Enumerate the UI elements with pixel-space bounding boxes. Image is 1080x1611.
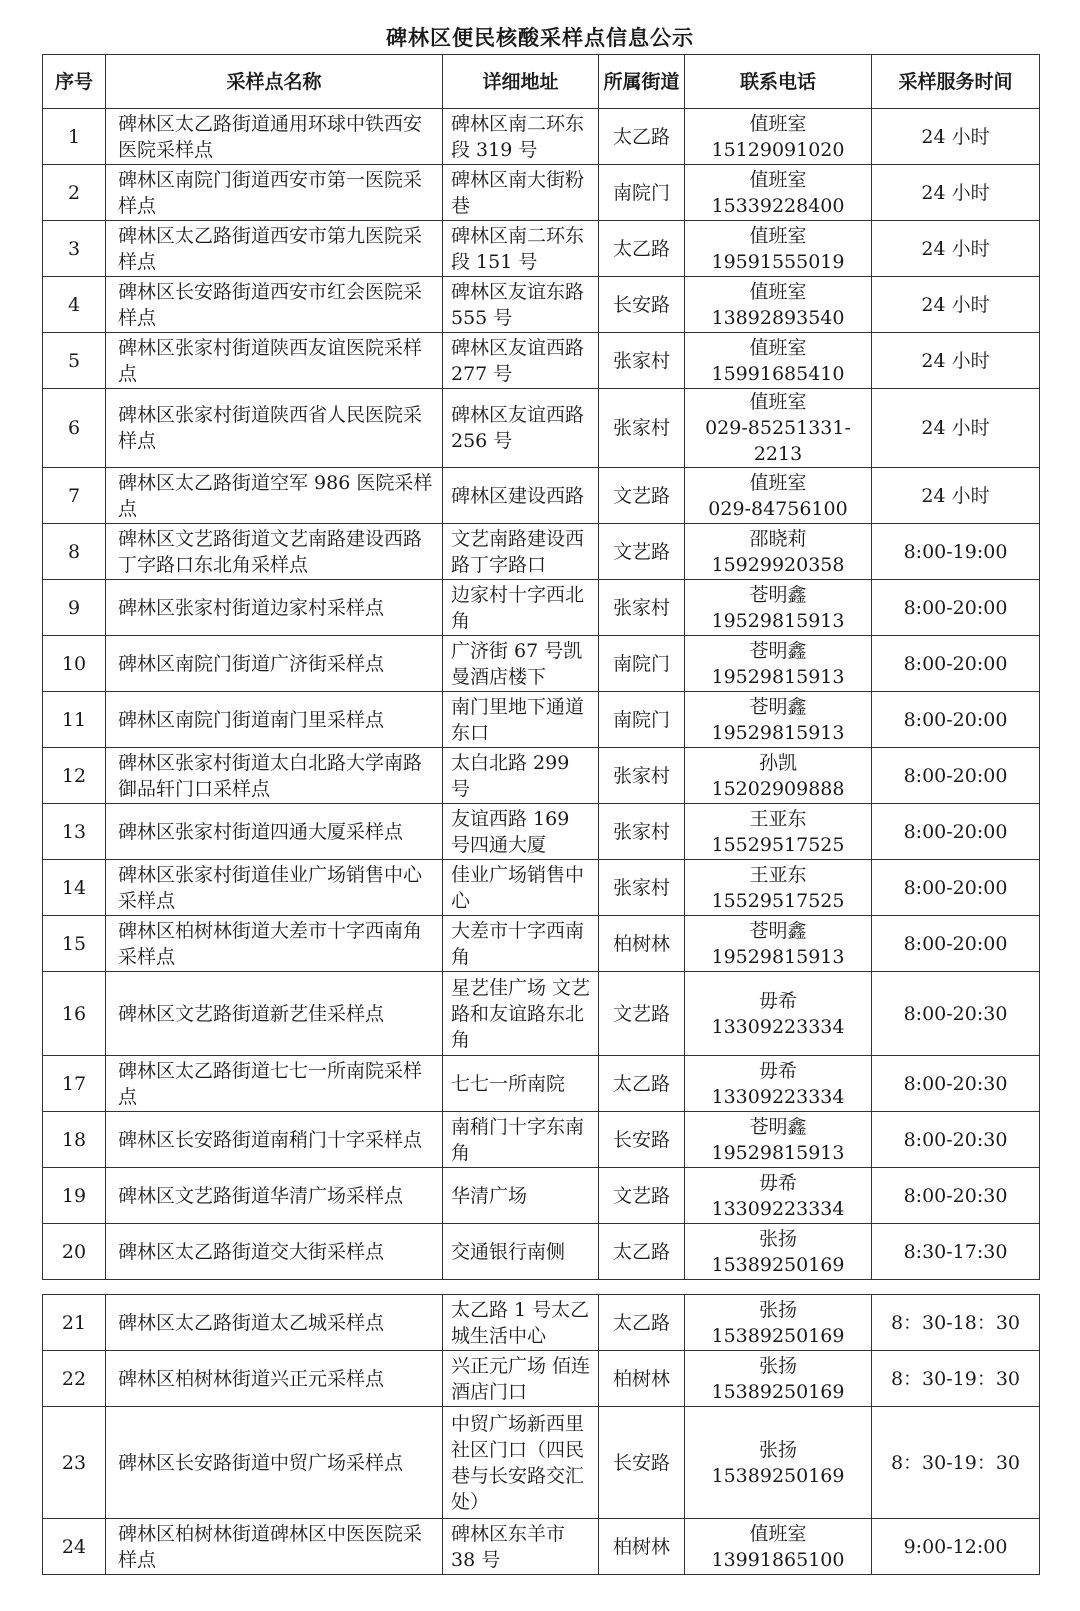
phone-cell — [685, 916, 872, 972]
hours-cell: 8：30-19：30 — [872, 1407, 1040, 1519]
table-row — [43, 1351, 1040, 1407]
site-name-cell: 碑林区柏树林街道大差市十字西南角采样点 — [106, 916, 443, 972]
contact-name: 孙凯 — [758, 751, 797, 774]
address-cell: 碑林区友谊西路 277 号 — [443, 333, 599, 389]
hours-cell: 24 小时 — [872, 468, 1040, 524]
table-row — [43, 1224, 1040, 1280]
phone-cell — [685, 972, 872, 1056]
site-name-cell: 碑林区张家村街道陕西友谊医院采样点 — [106, 333, 443, 389]
phone-number: 13309223334 — [711, 1015, 845, 1038]
phone-number: 19529815913 — [711, 665, 845, 688]
street-cell: 太乙路 — [599, 221, 685, 277]
phone-cell — [685, 389, 872, 468]
table-row — [43, 277, 1040, 333]
phone-number: 15389250169 — [711, 1464, 845, 1487]
phone-cell — [685, 692, 872, 748]
contact-name: 张扬 — [758, 1438, 797, 1461]
address-cell: 文艺南路建设西路丁字路口 — [443, 524, 599, 580]
page-title: 碑林区便民核酸采样点信息公示 — [386, 26, 694, 50]
phone-number: 13991865100 — [711, 1548, 845, 1571]
table-row — [43, 333, 1040, 389]
street-cell: 柏树林 — [599, 916, 685, 972]
phone-number: 13309223334 — [711, 1197, 845, 1220]
phone-number: 13309223334 — [711, 1085, 845, 1108]
phone-cell — [685, 1519, 872, 1575]
phone-number: 13892893540 — [711, 306, 845, 329]
street-cell: 太乙路 — [599, 1295, 685, 1351]
seq-cell: 20 — [43, 1224, 106, 1280]
seq-cell: 6 — [43, 389, 106, 468]
address-cell: 交通银行南侧 — [443, 1224, 599, 1280]
contact-name: 值班室 — [749, 1522, 807, 1545]
seq-cell: 12 — [43, 748, 106, 804]
hours-cell: 8:00-20:00 — [872, 692, 1040, 748]
contact-name: 苍明鑫 — [749, 695, 807, 718]
phone-cell — [685, 860, 872, 916]
phone-number: 029-85251331-2213 — [705, 417, 851, 465]
sampling-sites-table — [42, 54, 1040, 1280]
address-cell: 七七一所南院 — [443, 1056, 599, 1112]
phone-number: 15529517525 — [711, 889, 845, 912]
phone-number: 19591555019 — [711, 250, 845, 273]
hours-cell: 8：30-19：30 — [872, 1351, 1040, 1407]
phone-cell — [685, 468, 872, 524]
header-address: 详细地址 — [443, 55, 599, 109]
phone-number: 15529517525 — [711, 833, 845, 856]
site-name-cell: 碑林区太乙路街道空军 986 医院采样点 — [106, 468, 443, 524]
site-name-cell: 碑林区文艺路街道文艺南路建设西路丁字路口东北角采样点 — [106, 524, 443, 580]
contact-name: 苍明鑫 — [749, 1115, 807, 1138]
site-name-cell: 碑林区南院门街道广济街采样点 — [106, 636, 443, 692]
contact-name: 苍明鑫 — [749, 583, 807, 606]
table-row — [43, 748, 1040, 804]
contact-name: 王亚东 — [749, 863, 807, 886]
hours-cell: 24 小时 — [872, 333, 1040, 389]
seq-cell: 14 — [43, 860, 106, 916]
street-cell: 长安路 — [599, 1112, 685, 1168]
address-cell: 碑林区建设西路 — [443, 468, 599, 524]
header-seq: 序号 — [43, 55, 106, 109]
seq-cell: 2 — [43, 165, 106, 221]
seq-cell: 3 — [43, 221, 106, 277]
phone-cell — [685, 804, 872, 860]
seq-cell: 24 — [43, 1519, 106, 1575]
seq-cell: 19 — [43, 1168, 106, 1224]
street-cell: 南院门 — [599, 165, 685, 221]
table-row — [43, 1056, 1040, 1112]
address-cell: 碑林区南二环东段 151 号 — [443, 221, 599, 277]
hours-cell: 8:00-20:00 — [872, 916, 1040, 972]
hours-cell: 8:00-20:00 — [872, 636, 1040, 692]
site-name-cell: 碑林区南院门街道西安市第一医院采样点 — [106, 165, 443, 221]
street-cell: 张家村 — [599, 748, 685, 804]
seq-cell: 17 — [43, 1056, 106, 1112]
table-row — [43, 524, 1040, 580]
phone-cell — [685, 277, 872, 333]
table-row — [43, 109, 1040, 165]
contact-name: 王亚东 — [749, 807, 807, 830]
phone-cell — [685, 165, 872, 221]
phone-cell — [685, 636, 872, 692]
street-cell: 太乙路 — [599, 1056, 685, 1112]
street-cell: 文艺路 — [599, 468, 685, 524]
hours-cell: 8:00-19:00 — [872, 524, 1040, 580]
table-row — [43, 1407, 1040, 1519]
table-row — [43, 1519, 1040, 1575]
hours-cell: 24 小时 — [872, 109, 1040, 165]
contact-name: 值班室 — [749, 224, 807, 247]
phone-number: 19529815913 — [711, 609, 845, 632]
street-cell: 张家村 — [599, 333, 685, 389]
street-cell: 南院门 — [599, 692, 685, 748]
seq-cell: 8 — [43, 524, 106, 580]
contact-name: 值班室 — [749, 168, 807, 191]
site-name-cell: 碑林区太乙路街道西安市第九医院采样点 — [106, 221, 443, 277]
phone-cell — [685, 1407, 872, 1519]
site-name-cell: 碑林区张家村街道太白北路大学南路御品轩门口采样点 — [106, 748, 443, 804]
site-name-cell: 碑林区太乙路街道太乙城采样点 — [106, 1295, 443, 1351]
seq-cell: 5 — [43, 333, 106, 389]
address-cell: 中贸广场新西里社区门口（四民巷与长安路交汇处） — [443, 1407, 599, 1519]
address-cell: 南门里地下通道东口 — [443, 692, 599, 748]
address-cell: 碑林区友谊西路 256 号 — [443, 389, 599, 468]
hours-cell: 8:30-17:30 — [872, 1224, 1040, 1280]
address-cell: 碑林区南二环东段 319 号 — [443, 109, 599, 165]
header-street: 所属街道 — [599, 55, 685, 109]
contact-name: 苍明鑫 — [749, 639, 807, 662]
hours-cell: 8:00-20:00 — [872, 580, 1040, 636]
hours-cell: 24 小时 — [872, 221, 1040, 277]
seq-cell: 11 — [43, 692, 106, 748]
site-name-cell: 碑林区长安路街道南稍门十字采样点 — [106, 1112, 443, 1168]
street-cell: 太乙路 — [599, 109, 685, 165]
contact-name: 邵晓莉 — [749, 527, 807, 550]
seq-cell: 10 — [43, 636, 106, 692]
contact-name: 苍明鑫 — [749, 919, 807, 942]
site-name-cell: 碑林区张家村街道佳业广场销售中心采样点 — [106, 860, 443, 916]
site-name-cell: 碑林区太乙路街道七七一所南院采样点 — [106, 1056, 443, 1112]
seq-cell: 21 — [43, 1295, 106, 1351]
contact-name: 张扬 — [758, 1298, 797, 1321]
seq-cell: 13 — [43, 804, 106, 860]
table-header-row — [43, 55, 1040, 109]
site-name-cell: 碑林区长安路街道中贸广场采样点 — [106, 1407, 443, 1519]
table-row — [43, 972, 1040, 1056]
phone-cell — [685, 1224, 872, 1280]
site-name-cell: 碑林区张家村街道四通大厦采样点 — [106, 804, 443, 860]
hours-cell: 8:00-20:30 — [872, 1168, 1040, 1224]
seq-cell: 7 — [43, 468, 106, 524]
contact-name: 毋希 — [758, 989, 797, 1012]
street-cell: 张家村 — [599, 389, 685, 468]
address-cell: 碑林区友谊东路 555 号 — [443, 277, 599, 333]
phone-cell — [685, 109, 872, 165]
hours-cell: 8:00-20:30 — [872, 1112, 1040, 1168]
seq-cell: 4 — [43, 277, 106, 333]
address-cell: 太乙路 1 号太乙城生活中心 — [443, 1295, 599, 1351]
address-cell: 太白北路 299 号 — [443, 748, 599, 804]
hours-cell: 9:00-12:00 — [872, 1519, 1040, 1575]
address-cell: 大差市十字西南角 — [443, 916, 599, 972]
street-cell: 南院门 — [599, 636, 685, 692]
phone-cell — [685, 1168, 872, 1224]
contact-name: 值班室 — [749, 336, 807, 359]
table-row — [43, 692, 1040, 748]
table-row — [43, 468, 1040, 524]
phone-cell — [685, 1295, 872, 1351]
table-row — [43, 221, 1040, 277]
site-name-cell: 碑林区太乙路街道交大街采样点 — [106, 1224, 443, 1280]
site-name-cell: 碑林区太乙路街道通用环球中铁西安医院采样点 — [106, 109, 443, 165]
address-cell: 广济街 67 号凯曼酒店楼下 — [443, 636, 599, 692]
address-cell: 碑林区东羊市 38 号 — [443, 1519, 599, 1575]
phone-number: 19529815913 — [711, 1141, 845, 1164]
phone-number: 15389250169 — [711, 1380, 845, 1403]
phone-number: 15991685410 — [711, 362, 845, 385]
site-name-cell: 碑林区张家村街道边家村采样点 — [106, 580, 443, 636]
hours-cell: 8:00-20:00 — [872, 804, 1040, 860]
sampling-sites-table-continued — [42, 1294, 1040, 1575]
phone-cell — [685, 1056, 872, 1112]
hours-cell: 24 小时 — [872, 389, 1040, 468]
site-name-cell: 碑林区长安路街道西安市红会医院采样点 — [106, 277, 443, 333]
phone-cell — [685, 748, 872, 804]
street-cell: 文艺路 — [599, 1168, 685, 1224]
table-row — [43, 1295, 1040, 1351]
phone-number: 15202909888 — [711, 777, 845, 800]
contact-name: 张扬 — [758, 1227, 797, 1250]
address-cell: 边家村十字西北角 — [443, 580, 599, 636]
seq-cell: 15 — [43, 916, 106, 972]
phone-cell — [685, 524, 872, 580]
contact-name: 值班室 — [749, 112, 807, 135]
contact-name: 毋希 — [758, 1171, 797, 1194]
phone-number: 15129091020 — [711, 138, 845, 161]
address-cell: 星艺佳广场 文艺路和友谊路东北角 — [443, 972, 599, 1056]
table-row — [43, 389, 1040, 468]
site-name-cell: 碑林区南院门街道南门里采样点 — [106, 692, 443, 748]
table-row — [43, 636, 1040, 692]
contact-name: 张扬 — [758, 1354, 797, 1377]
address-cell: 兴正元广场 佰连酒店门口 — [443, 1351, 599, 1407]
hours-cell: 24 小时 — [872, 165, 1040, 221]
table-row — [43, 860, 1040, 916]
table-row — [43, 580, 1040, 636]
contact-name: 值班室 — [749, 391, 807, 413]
header-name: 采样点名称 — [106, 55, 443, 109]
phone-number: 15389250169 — [711, 1324, 845, 1347]
contact-name: 毋希 — [758, 1059, 797, 1082]
hours-cell: 8:00-20:00 — [872, 860, 1040, 916]
table-row — [43, 165, 1040, 221]
street-cell: 文艺路 — [599, 524, 685, 580]
contact-name: 值班室 — [749, 280, 807, 303]
table-row — [43, 1168, 1040, 1224]
phone-number: 19529815913 — [711, 945, 845, 968]
contact-name: 值班室 — [749, 471, 807, 494]
table-row — [43, 804, 1040, 860]
phone-cell — [685, 1112, 872, 1168]
site-name-cell: 碑林区张家村街道陕西省人民医院采样点 — [106, 389, 443, 468]
phone-cell — [685, 221, 872, 277]
phone-number: 029-84756100 — [708, 497, 848, 520]
seq-cell: 16 — [43, 972, 106, 1056]
street-cell: 太乙路 — [599, 1224, 685, 1280]
site-name-cell: 碑林区柏树林街道兴正元采样点 — [106, 1351, 443, 1407]
street-cell: 文艺路 — [599, 972, 685, 1056]
site-name-cell: 碑林区文艺路街道新艺佳采样点 — [106, 972, 443, 1056]
header-phone: 联系电话 — [685, 55, 872, 109]
address-cell: 碑林区南大街粉巷 — [443, 165, 599, 221]
phone-number: 15389250169 — [711, 1253, 845, 1276]
street-cell: 张家村 — [599, 804, 685, 860]
phone-cell — [685, 333, 872, 389]
phone-number: 15339228400 — [711, 194, 845, 217]
address-cell: 华清广场 — [443, 1168, 599, 1224]
street-cell: 柏树林 — [599, 1519, 685, 1575]
seq-cell: 1 — [43, 109, 106, 165]
street-cell: 长安路 — [599, 1407, 685, 1519]
table-row — [43, 1112, 1040, 1168]
phone-number: 15929920358 — [711, 553, 845, 576]
street-cell: 柏树林 — [599, 1351, 685, 1407]
site-name-cell: 碑林区柏树林街道碑林区中医医院采样点 — [106, 1519, 443, 1575]
address-cell: 佳业广场销售中心 — [443, 860, 599, 916]
hours-cell: 24 小时 — [872, 277, 1040, 333]
table-row — [43, 916, 1040, 972]
seq-cell: 9 — [43, 580, 106, 636]
seq-cell: 23 — [43, 1407, 106, 1519]
phone-cell — [685, 580, 872, 636]
hours-cell: 8:00-20:00 — [872, 748, 1040, 804]
header-hours: 采样服务时间 — [872, 55, 1040, 109]
address-cell: 友谊西路 169 号四通大厦 — [443, 804, 599, 860]
seq-cell: 22 — [43, 1351, 106, 1407]
hours-cell: 8:00-20:30 — [872, 1056, 1040, 1112]
seq-cell: 18 — [43, 1112, 106, 1168]
hours-cell: 8:00-20:30 — [872, 972, 1040, 1056]
hours-cell: 8：30-18：30 — [872, 1295, 1040, 1351]
street-cell: 张家村 — [599, 860, 685, 916]
address-cell: 南稍门十字东南角 — [443, 1112, 599, 1168]
phone-cell — [685, 1351, 872, 1407]
phone-number: 19529815913 — [711, 721, 845, 744]
site-name-cell: 碑林区文艺路街道华清广场采样点 — [106, 1168, 443, 1224]
street-cell: 张家村 — [599, 580, 685, 636]
street-cell: 长安路 — [599, 277, 685, 333]
